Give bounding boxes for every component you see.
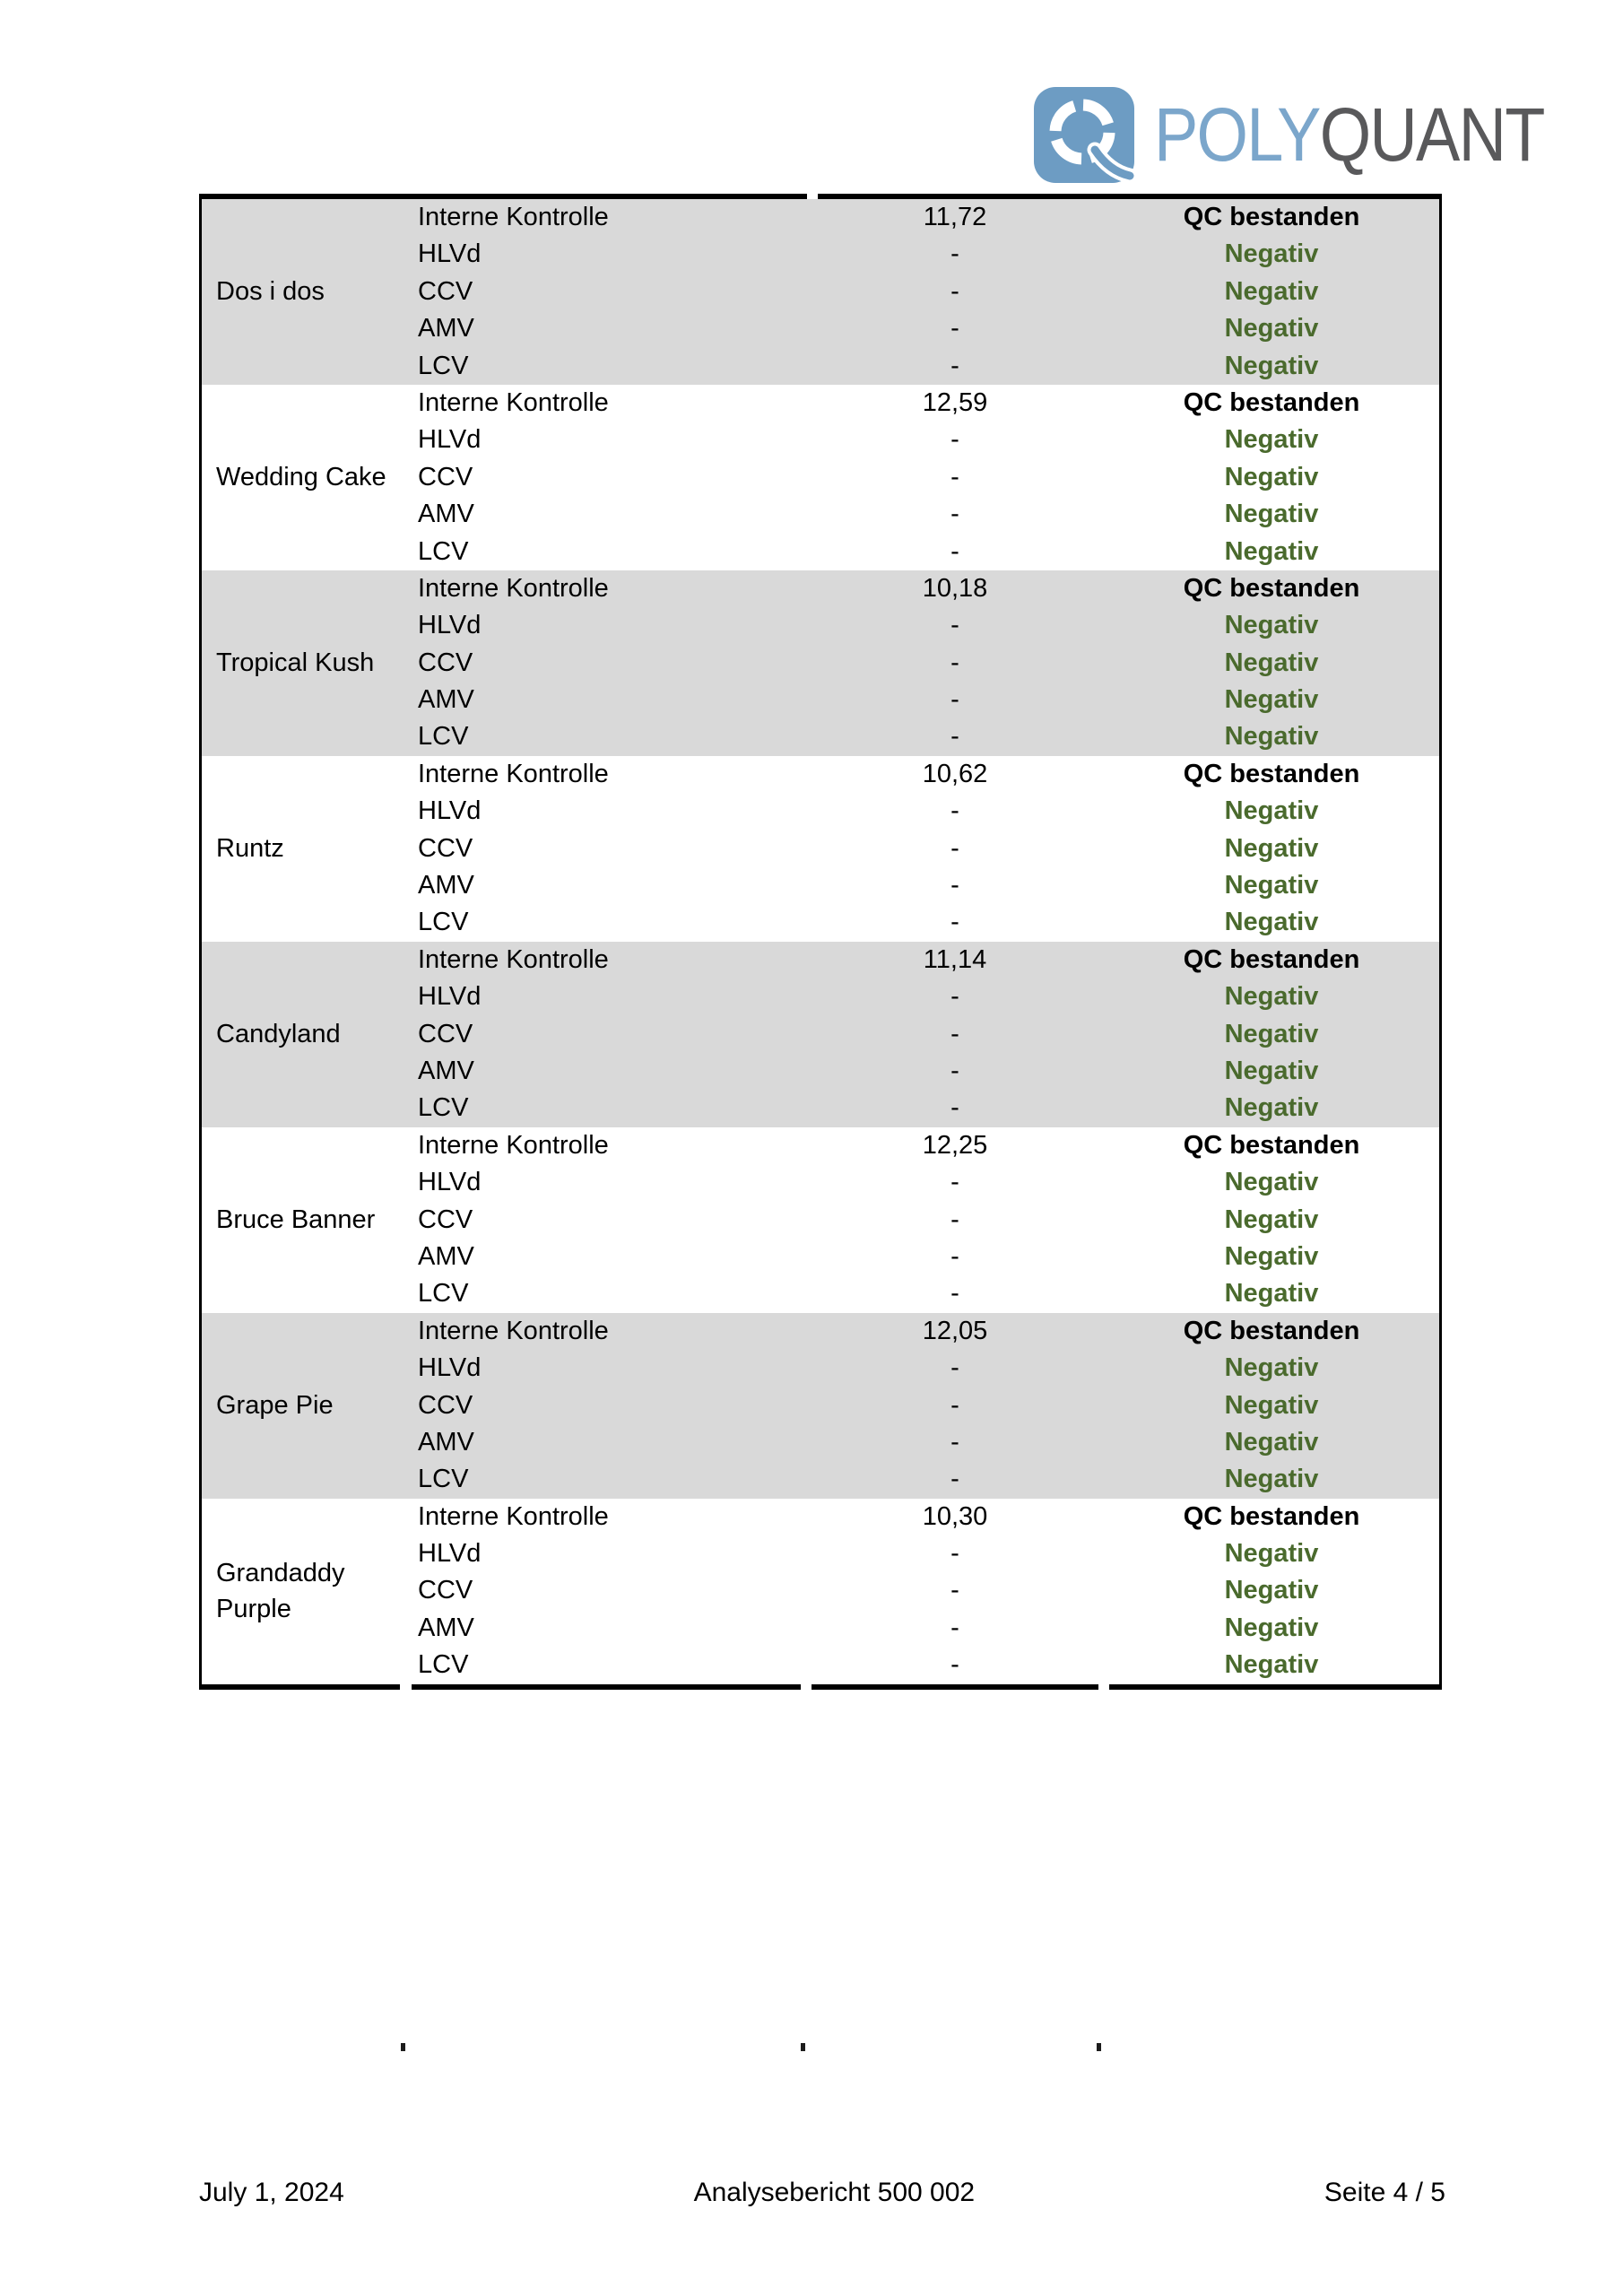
test-value: - — [950, 1465, 959, 1494]
test-value: - — [950, 982, 959, 1012]
test-status: Negativ — [1224, 685, 1319, 715]
logo-wordmark — [1154, 87, 1544, 183]
test-name: CCV — [418, 276, 473, 306]
test-value: - — [950, 1613, 959, 1642]
test-status: Negativ — [1224, 351, 1319, 380]
polyquant-logo — [1034, 87, 1597, 183]
test-name: LCV — [418, 351, 469, 380]
test-value: 10,62 — [922, 759, 988, 788]
test-status: Negativ — [1224, 536, 1319, 566]
test-name: HLVd — [418, 1353, 482, 1383]
test-value: - — [950, 1168, 959, 1197]
test-name: CCV — [418, 1019, 473, 1048]
test-value: 12,25 — [922, 1130, 988, 1160]
test-status: QC bestanden — [1183, 573, 1360, 603]
test-status: Negativ — [1224, 1613, 1319, 1642]
test-name: Interne Kontrolle — [418, 573, 609, 603]
test-status: Negativ — [1224, 1241, 1319, 1271]
test-name: HLVd — [418, 1539, 482, 1569]
results-table-groups — [202, 199, 1439, 1684]
test-name: Interne Kontrolle — [418, 1316, 609, 1345]
strain-name: Dos i dos — [216, 277, 325, 307]
test-status: Negativ — [1224, 1390, 1319, 1420]
strain-name: Grape Pie — [216, 1390, 334, 1420]
test-value: 12,05 — [922, 1316, 988, 1345]
test-name: LCV — [418, 1279, 469, 1309]
test-value: - — [950, 1093, 959, 1123]
test-name: LCV — [418, 722, 469, 752]
test-value: - — [950, 314, 959, 344]
test-status: QC bestanden — [1183, 387, 1360, 417]
table-border-bottom-segment — [412, 1684, 801, 1690]
test-name: CCV — [418, 648, 473, 677]
test-status: Negativ — [1224, 425, 1319, 455]
strain-group — [202, 385, 1439, 570]
test-status: Negativ — [1224, 276, 1319, 306]
test-name: HLVd — [418, 982, 482, 1012]
table-border-bottom-segment — [812, 1684, 1098, 1690]
strain-group — [202, 1127, 1439, 1313]
test-status: QC bestanden — [1183, 203, 1360, 231]
table-border-bottom-segment — [199, 1684, 400, 1690]
strain-group — [202, 199, 1439, 385]
test-name: CCV — [418, 462, 473, 491]
test-name: LCV — [418, 1650, 469, 1680]
test-value: - — [950, 276, 959, 306]
test-status: Negativ — [1224, 239, 1319, 269]
test-name: Interne Kontrolle — [418, 203, 609, 231]
analysis-results-table — [199, 199, 1442, 1684]
test-value: 11,72 — [923, 203, 987, 231]
test-value: - — [950, 908, 959, 937]
strain-group — [202, 756, 1439, 942]
test-value: 10,18 — [922, 573, 988, 603]
column-boundary-mark — [401, 2043, 405, 2051]
test-status: Negativ — [1224, 500, 1319, 529]
test-name: CCV — [418, 1205, 473, 1234]
test-value: - — [950, 1353, 959, 1383]
logo-text-quant: QUANT — [1319, 92, 1544, 177]
test-name: AMV — [418, 1613, 474, 1642]
test-value: - — [950, 871, 959, 900]
test-status: Negativ — [1224, 1353, 1319, 1383]
page-footer — [199, 2178, 1445, 2208]
test-value: - — [950, 1539, 959, 1569]
test-value: - — [950, 1279, 959, 1309]
strain-name: Bruce Banner — [216, 1205, 376, 1234]
test-value: 10,30 — [922, 1501, 988, 1531]
test-status: Negativ — [1224, 871, 1319, 900]
strain-name: Candyland — [216, 1019, 341, 1048]
test-name: AMV — [418, 1427, 474, 1457]
test-status: QC bestanden — [1183, 944, 1360, 974]
test-status: Negativ — [1224, 1427, 1319, 1457]
test-name: LCV — [418, 1093, 469, 1123]
test-status: QC bestanden — [1183, 1501, 1360, 1531]
test-status: Negativ — [1224, 1168, 1319, 1197]
test-status: QC bestanden — [1183, 1130, 1360, 1160]
test-name: HLVd — [418, 796, 482, 826]
strain-name: Grandaddy Purple — [216, 1558, 345, 1624]
test-name: CCV — [418, 1390, 473, 1420]
test-value: - — [950, 500, 959, 529]
test-status: QC bestanden — [1183, 759, 1360, 788]
test-value: - — [950, 1576, 959, 1605]
test-value: - — [950, 685, 959, 715]
strain-name: Tropical Kush — [216, 648, 375, 678]
test-value: - — [950, 648, 959, 677]
table-border-top-segment — [818, 194, 1442, 199]
test-name: AMV — [418, 1056, 474, 1085]
test-status: Negativ — [1224, 648, 1319, 677]
test-value: - — [950, 1650, 959, 1680]
test-value: - — [950, 1390, 959, 1420]
test-status: Negativ — [1224, 611, 1319, 640]
test-name: LCV — [418, 908, 469, 937]
test-value: - — [950, 1427, 959, 1457]
strain-name: Runtz — [216, 834, 284, 864]
test-name: HLVd — [418, 425, 482, 455]
test-status: Negativ — [1224, 833, 1319, 863]
test-name: AMV — [418, 685, 474, 715]
test-name: CCV — [418, 1576, 473, 1605]
test-status: Negativ — [1224, 722, 1319, 752]
polyquant-q-icon — [1034, 87, 1134, 183]
footer-date: July 1, 2024 — [199, 2178, 344, 2207]
test-value: - — [950, 462, 959, 491]
test-name: LCV — [418, 536, 469, 566]
test-name: AMV — [418, 500, 474, 529]
test-status: Negativ — [1224, 1539, 1319, 1569]
test-name: HLVd — [418, 611, 482, 640]
test-name: CCV — [418, 833, 473, 863]
test-status: Negativ — [1224, 982, 1319, 1012]
test-value: - — [950, 536, 959, 566]
test-status: Negativ — [1224, 1093, 1319, 1123]
footer-page-number: Seite 4 / 5 — [1324, 2178, 1445, 2207]
strain-group — [202, 1499, 1439, 1684]
logo-text-poly: POLY — [1154, 92, 1320, 177]
test-value: - — [950, 833, 959, 863]
test-name: AMV — [418, 871, 474, 900]
test-name: AMV — [418, 314, 474, 344]
test-name: Interne Kontrolle — [418, 944, 609, 974]
test-status: Negativ — [1224, 1650, 1319, 1680]
test-status: Negativ — [1224, 1279, 1319, 1309]
footer-document-ref: Analysebericht 500 002 — [693, 2178, 976, 2207]
test-value: 12,59 — [922, 387, 988, 417]
test-name: HLVd — [418, 239, 482, 269]
test-value: 11,14 — [923, 944, 987, 974]
test-status: Negativ — [1224, 1465, 1319, 1494]
test-status: Negativ — [1224, 1019, 1319, 1048]
strain-name: Wedding Cake — [216, 463, 386, 492]
test-value: - — [950, 1056, 959, 1085]
strain-group — [202, 570, 1439, 756]
test-name: Interne Kontrolle — [418, 1501, 609, 1531]
test-name: Interne Kontrolle — [418, 1130, 609, 1160]
test-name: LCV — [418, 1465, 469, 1494]
test-status: Negativ — [1224, 1056, 1319, 1085]
test-status: Negativ — [1224, 1205, 1319, 1234]
test-value: - — [950, 351, 959, 380]
test-status: Negativ — [1224, 314, 1319, 344]
test-name: Interne Kontrolle — [418, 759, 609, 788]
test-status: Negativ — [1224, 462, 1319, 491]
column-boundary-mark — [1097, 2043, 1101, 2051]
test-value: - — [950, 796, 959, 826]
test-name: Interne Kontrolle — [418, 387, 609, 417]
table-border-top-segment — [199, 194, 807, 199]
test-value: - — [950, 239, 959, 269]
column-boundary-mark — [801, 2043, 805, 2051]
test-status: Negativ — [1224, 1576, 1319, 1605]
table-border-bottom-segment — [1109, 1684, 1442, 1690]
test-value: - — [950, 611, 959, 640]
test-status: Negativ — [1224, 908, 1319, 937]
test-value: - — [950, 425, 959, 455]
test-value: - — [950, 1205, 959, 1234]
test-value: - — [950, 722, 959, 752]
test-status: Negativ — [1224, 796, 1319, 826]
test-name: AMV — [418, 1241, 474, 1271]
test-status: QC bestanden — [1183, 1316, 1360, 1345]
test-value: - — [950, 1241, 959, 1271]
test-name: HLVd — [418, 1168, 482, 1197]
strain-group — [202, 942, 1439, 1127]
test-value: - — [950, 1019, 959, 1048]
strain-group — [202, 1313, 1439, 1499]
